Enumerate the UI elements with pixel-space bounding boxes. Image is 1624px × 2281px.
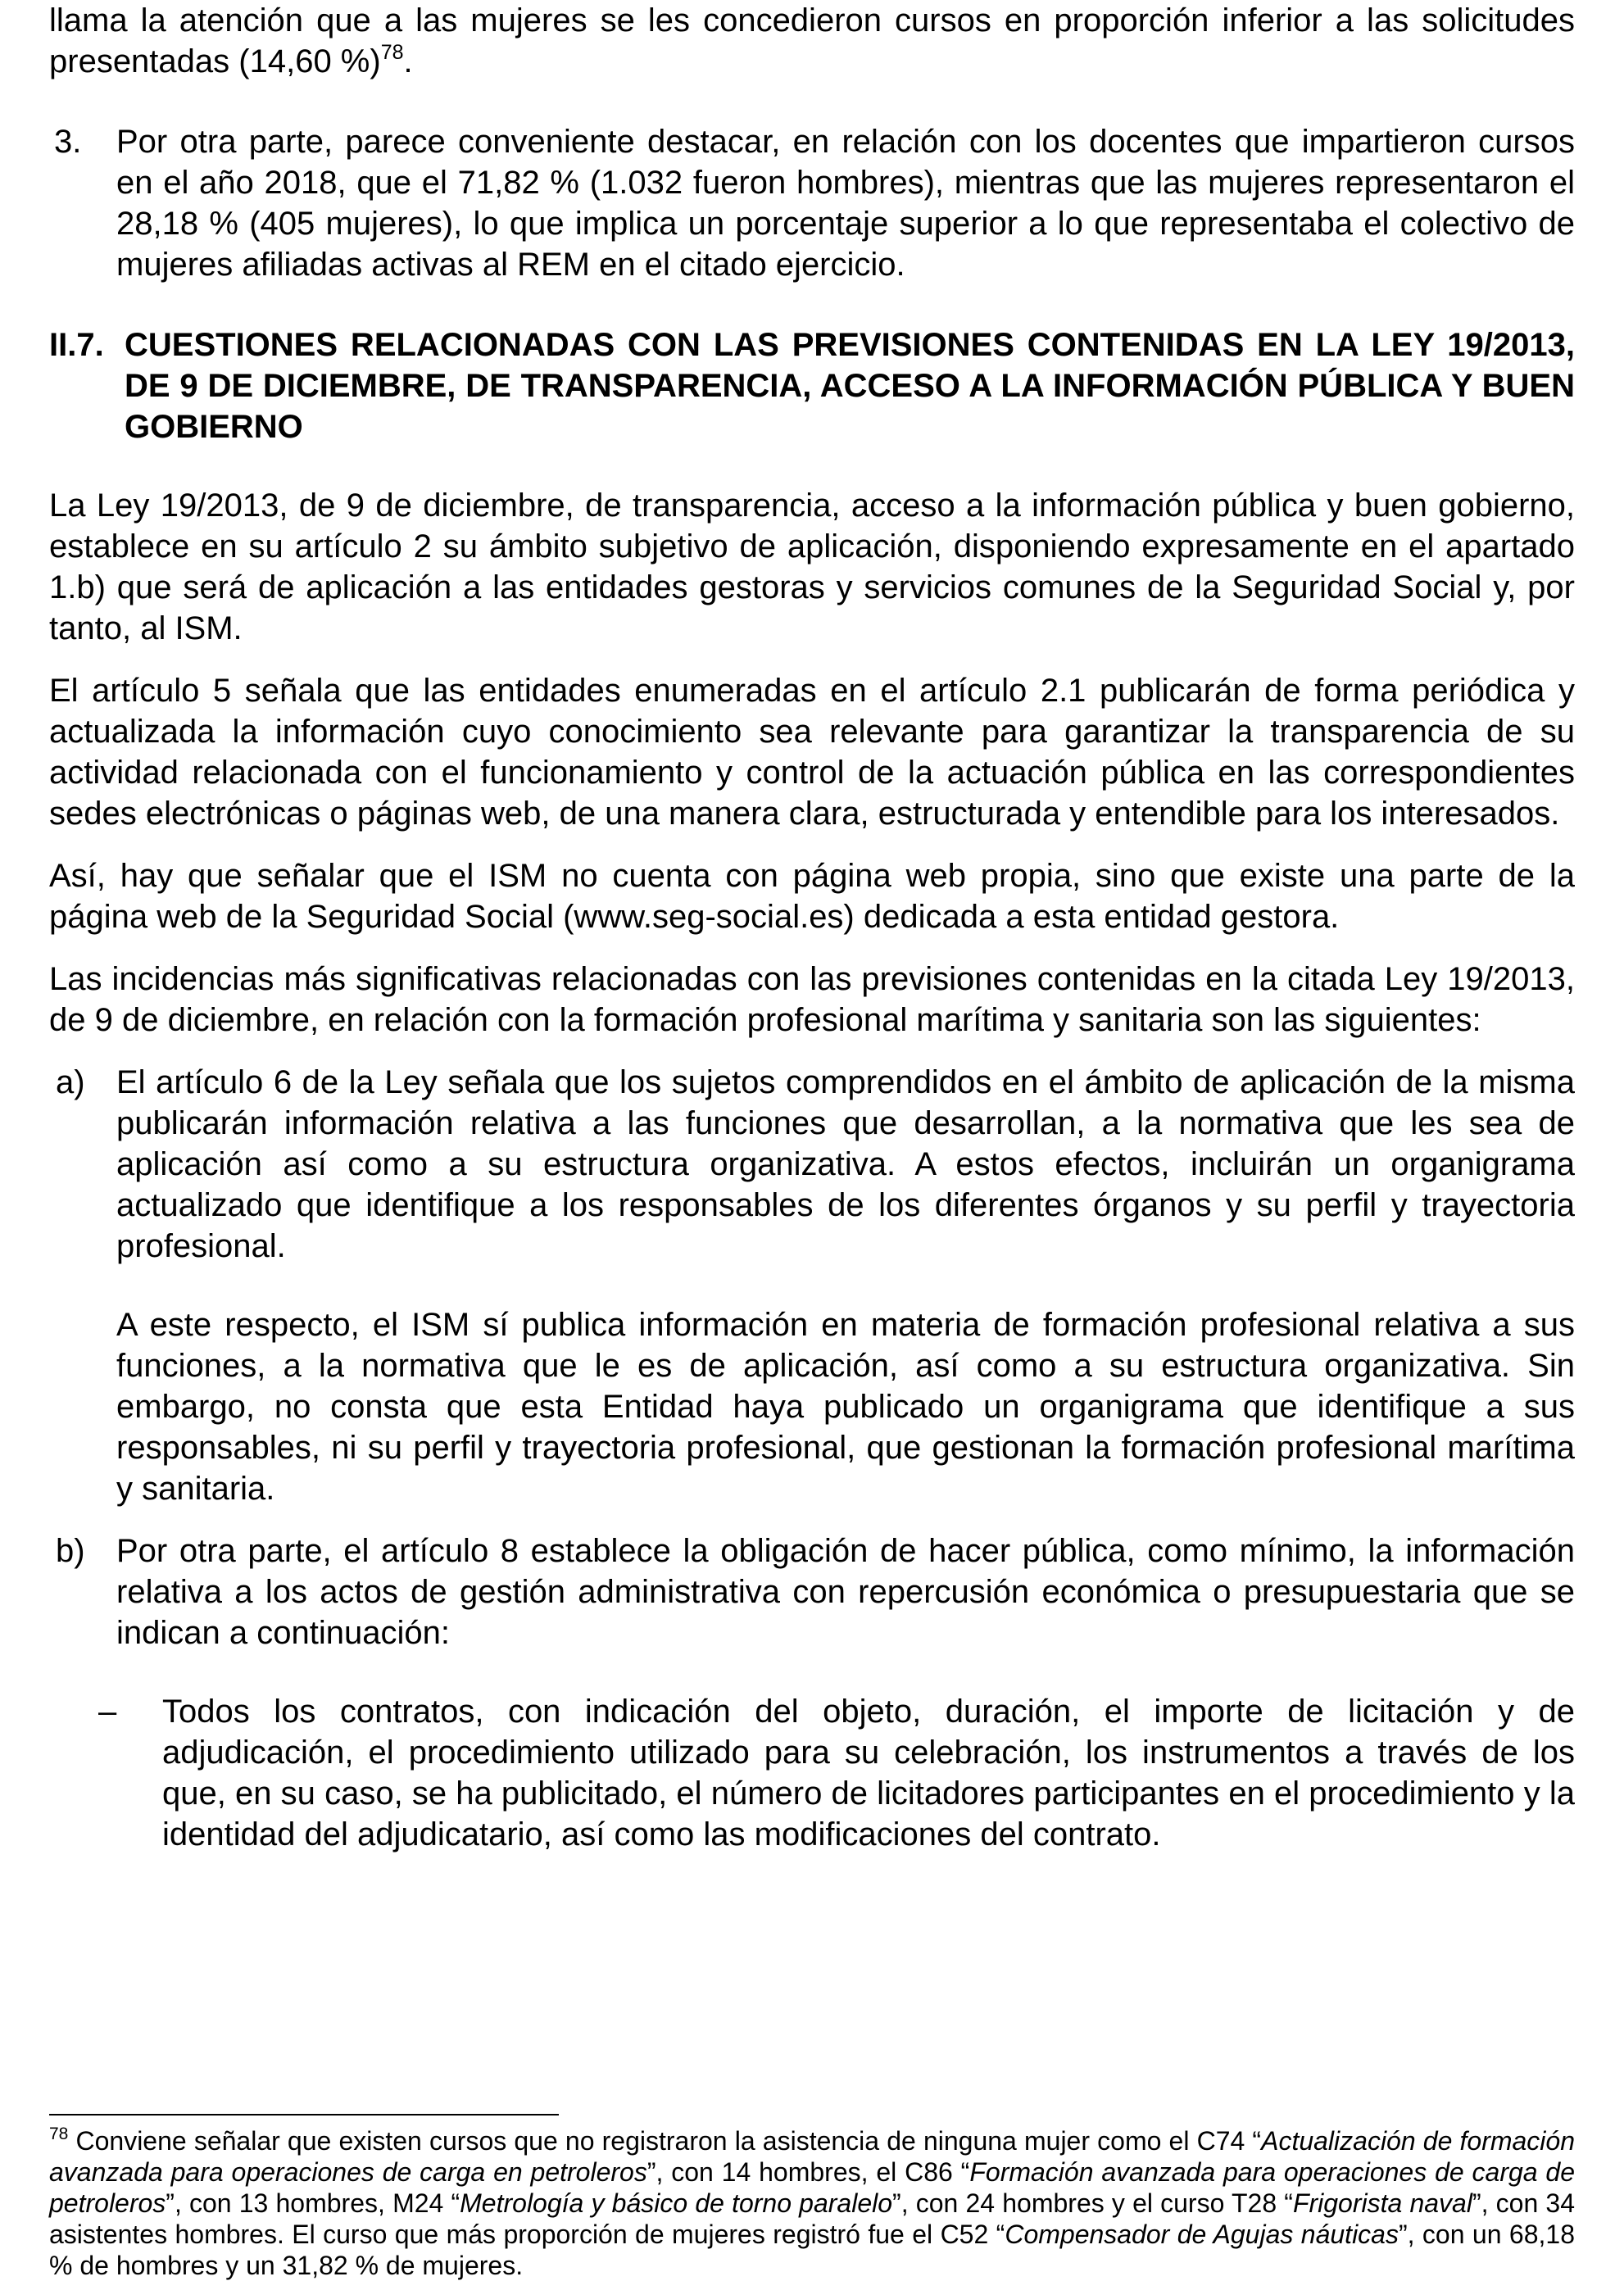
footnote-course-title: Metrología y básico de torno paralelo bbox=[460, 2188, 893, 2218]
list-item-b bbox=[49, 1530, 1575, 1653]
footnote-segment: Conviene señalar que existen cursos que no registraron la asistencia de ninguna mujer como el C74 “ bbox=[68, 2126, 1262, 2156]
footnote-course-title: Frigorista naval bbox=[1292, 2188, 1472, 2218]
footnote-text bbox=[49, 2125, 1575, 2281]
footnote-segment: ”, con 13 hombres, M24 “ bbox=[166, 2188, 460, 2218]
footnote-course-title: Formación avanzada para operaciones de carga de petroleros bbox=[49, 2157, 1576, 2218]
footnote-course-title: Actualización de formación avanzada para operaciones de carga en petroleros bbox=[49, 2126, 1576, 2187]
footnote-segment: ”, con 34 asistentes hombres. El curso que más proporción de mujeres registró fue el C52 “ bbox=[49, 2188, 1576, 2249]
list-marker: 3. bbox=[54, 124, 82, 160]
list-item-text: El artículo 6 de la Ley señala que los sujetos comprendidos en el ámbito de aplicación de la misma publicarán información relativa a las funciones que desarrollan, a la normativa que les sea de aplicación así como a su estructura organizativa. A estos efectos, incluirán un organigrama actualizado que identifique a los responsables de los diferentes órganos y su perfil y trayectoria profesional. bbox=[116, 1064, 1575, 1264]
footnote-course-title: Compensador de Agujas náuticas bbox=[1005, 2220, 1399, 2249]
list-marker: a) bbox=[56, 1064, 85, 1100]
list-item-3 bbox=[49, 121, 1575, 285]
dash-item-text: Todos los contratos, con indicación del objeto, duración, el importe de licitación y de adjudicación, el procedimiento utilizado para su celebración, los instrumentos a través de los que, en su caso, se ha publicitado, el número de licitadores participantes en el procedimiento y la identidad del adjudicatario, así como las modificaciones del contrato. bbox=[162, 1694, 1575, 1852]
body-paragraph: Las incidencias más significativas relacionadas con las previsiones contenidas en la citada Ley 19/2013, de 9 de diciembre, en relación con la formación profesional marítima y sanitaria son las siguientes: bbox=[49, 961, 1575, 1038]
intro-tail: . bbox=[403, 43, 413, 79]
list-item-text: A este respecto, el ISM sí publica información en materia de formación profesional relativa a sus funciones, a la normativa que le es de aplicación, así como a su estructura organizativa. Sin embargo, no consta que esta Entidad haya publicado un organigrama que identifique a sus responsables, ni su perfil y trayectoria profesional, que gestionan la formación profesional marítima y sanitaria. bbox=[116, 1307, 1575, 1507]
section-title: CUESTIONES RELACIONADAS CON LAS PREVISIONES CONTENIDAS EN LA LEY 19/2013, DE 9 DE DICIEMBRE, DE TRANSPARENCIA, ACCESO A LA INFORMACIÓN PÚBLICA Y BUEN GOBIERNO bbox=[125, 327, 1575, 445]
footnote bbox=[49, 2125, 1575, 2281]
body-paragraph: La Ley 19/2013, de 9 de diciembre, de transparencia, acceso a la información pública y buen gobierno, establece en su artículo 2 su ámbito subjetivo de aplicación, disponiendo expresamente en el apartado 1.b) que será de aplicación a las entidades gestoras y servicios comunes de la Seguridad Social y, por tanto, al ISM. bbox=[49, 487, 1575, 646]
list-item-text: Por otra parte, el artículo 8 establece la obligación de hacer pública, como mínimo, la información relativa a los actos de gestión administrativa con repercusión económica o presupuestaria que se indican a continuación: bbox=[116, 1533, 1575, 1651]
dash-list-item bbox=[49, 1691, 1575, 1855]
footnote-segment: ”, con 24 hombres y el curso T28 “ bbox=[892, 2188, 1293, 2218]
list-marker: b) bbox=[56, 1533, 85, 1569]
footnote-segment: ”, con 14 hombres, el C86 “ bbox=[646, 2157, 970, 2187]
section-heading bbox=[49, 324, 1575, 447]
intro-paragraph bbox=[49, 0, 1575, 82]
body-paragraph: El artículo 5 señala que las entidades enumeradas en el artículo 2.1 publicarán de forma periódica y actualizada la información cuyo conocimiento sea relevante para garantizar la transparencia de su actividad relacionada con el funcionamiento y control de la actuación pública en las correspondientes sedes electrónicas o páginas web, de una manera clara, estructurada y entendible para los interesados. bbox=[49, 673, 1575, 832]
footnote-number: 78 bbox=[49, 2125, 69, 2143]
footnote-reference[interactable]: 78 bbox=[380, 41, 404, 64]
list-item-text: Por otra parte, parece conveniente destacar, en relación con los docentes que impartieron cursos en el año 2018, que el 71,82 % (1.032 fueron hombres), mientras que las mujeres representaron el 28,18 % (405 mujeres), lo que implica un porcentaje superior a lo que representaba el colectivo de mujeres afiliadas activas al REM en el citado ejercicio. bbox=[116, 124, 1575, 283]
document-page bbox=[49, 0, 1575, 1855]
footnote-separator bbox=[49, 2114, 559, 2115]
footnote-segment: ”, con un 68,18 % de hombres y un 31,82 % de mujeres. bbox=[49, 2220, 1576, 2280]
intro-text: llama la atención que a las mujeres se les concedieron cursos en proporción inferior a las solicitudes presentadas (14,60 %) bbox=[49, 2, 1575, 79]
list-item-a bbox=[49, 1062, 1575, 1509]
section-number: II.7. bbox=[49, 327, 104, 363]
dash-marker: – bbox=[98, 1694, 117, 1730]
body-paragraph: Así, hay que señalar que el ISM no cuenta con página web propia, sino que existe una parte de la página web de la Seguridad Social (www.seg-social.es) dedicada a esta entidad gestora. bbox=[49, 858, 1575, 935]
